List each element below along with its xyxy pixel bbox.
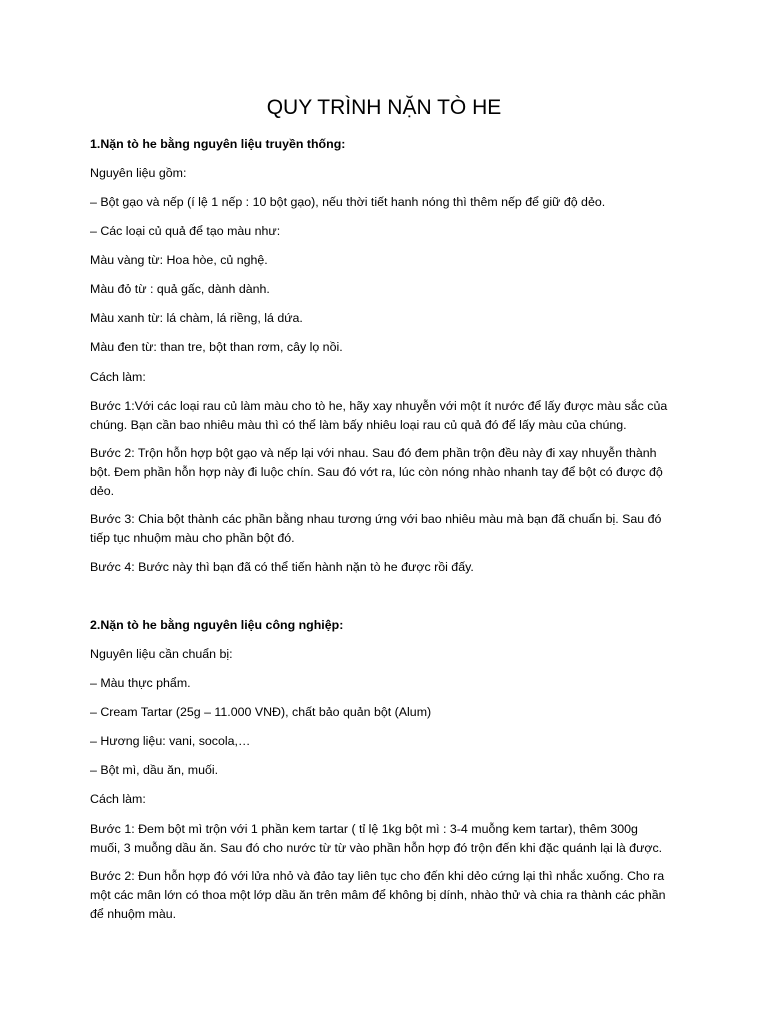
color-yellow-line: Màu vàng từ: Hoa hòe, củ nghệ. [90, 253, 268, 267]
color-red-line: Màu đỏ từ : quả gấc, dành dành. [90, 282, 270, 296]
step-line: tiếp tục nhuộm màu cho phần bột đó. [90, 531, 295, 545]
section-2-heading: 2.Nặn tò he bằng nguyên liệu công nghiệp: [90, 618, 344, 632]
section-2-step-1 [90, 820, 686, 858]
step-line: Bước 3: Chia bột thành các phần bằng nhau tương ứng với bao nhiêu màu mà bạn đã chuẩn bị. Sau đó [90, 512, 662, 526]
section-2-ingredients-label: Nguyên liệu cần chuẩn bị: [90, 647, 233, 661]
step-line: Bước 2: Đun hỗn hợp đó với lửa nhỏ và đảo tay liên tục cho đến khi dẻo cứng lại thì nhắc xuống. Cho ra [90, 869, 665, 883]
section-2-step-2 [90, 867, 686, 924]
step-line: để nhuộm màu. [90, 907, 177, 921]
section-1-heading: 1.Nặn tò he bằng nguyên liệu truyền thống: [90, 137, 346, 151]
section-2-ingredient-3: – Hương liệu: vani, socola,… [90, 734, 251, 748]
step-line: Bước 1: Đem bột mì trộn với 1 phần kem tartar ( tỉ lệ 1kg bột mì : 3-4 muỗng kem tartar), thêm 300g [90, 822, 638, 836]
step-line: chúng. Bạn cần bao nhiêu màu thì có thể làm bấy nhiêu loại rau củ quả đó để lấy màu của chúng. [90, 418, 627, 432]
section-1-step-4: Bước 4: Bước này thì bạn đã có thể tiến hành nặn tò he được rồi đấy. [90, 560, 474, 574]
section-2-ingredient-2: – Cream Tartar (25g – 11.000 VNĐ), chất bảo quản bột (Alum) [90, 705, 432, 719]
document-title: QUY TRÌNH NẶN TÒ HE [266, 96, 502, 119]
step-line: Bước 2: Trộn hỗn hợp bột gạo và nếp lại với nhau. Sau đó đem phần trộn đều này đi xay nhuyễn thành [90, 446, 657, 460]
step-line: dẻo. [90, 484, 115, 498]
color-black-line: Màu đen từ: than tre, bột than rơm, cây lọ nồi. [90, 340, 343, 354]
color-green-line: Màu xanh từ: lá chàm, lá riềng, lá dứa. [90, 311, 303, 325]
step-line: Bước 1:Với các loại rau củ làm màu cho tò he, hãy xay nhuyễn với một ít nước để lấy được màu sắc của [90, 399, 668, 413]
section-1-ingredient-2: – Các loại củ quả để tạo màu như: [90, 224, 281, 238]
section-2-ingredient-1: – Màu thực phẩm. [90, 676, 191, 690]
section-1-step-2 [90, 444, 686, 501]
section-1-ingredients-label: Nguyên liệu gồm: [90, 166, 187, 180]
step-line: muối, 3 muỗng dầu ăn. Sau đó cho nước từ từ vào phần hỗn hợp đó trộn đến khi đặc quánh lại là được. [90, 841, 663, 855]
section-1-ingredient-1: – Bột gạo và nếp (í lệ 1 nếp : 10 bột gạo), nếu thời tiết hanh nóng thì thêm nếp để giữ độ dẻo. [90, 195, 606, 209]
section-2-method-label: Cách làm: [90, 792, 146, 806]
section-2-ingredient-4: – Bột mì, dầu ăn, muối. [90, 763, 219, 777]
step-line: bột. Đem phần hỗn hợp này đi luộc chín. Sau đó vớt ra, lúc còn nóng nhào nhanh tay để bột có được độ [90, 465, 663, 479]
section-1-step-1 [90, 397, 686, 435]
section-1-method-label: Cách làm: [90, 370, 146, 384]
section-1-step-3 [90, 510, 686, 548]
step-line: một các mân lớn có thoa một lớp dầu ăn trên mâm để không bị dính, nhào thử và chia ra thành các phần [90, 888, 666, 902]
